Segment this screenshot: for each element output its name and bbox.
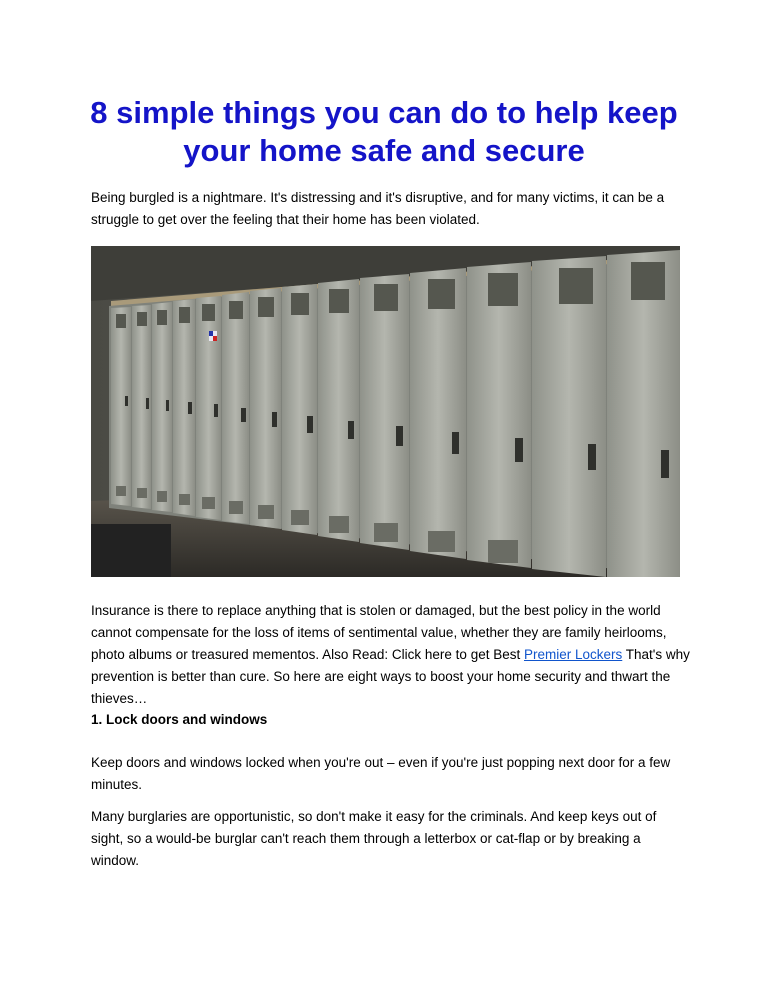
insurance-text-after: That's why prevention is better than cure. So here are eight ways to boost your home security and thwart the thieves… (91, 647, 690, 706)
intro-paragraph: Being burgled is a nightmare. It's distressing and it's disruptive, and for many victims, it can be a struggle to get over the feeling that their home has been violated. (91, 190, 665, 227)
section1-paragraph-2: Many burglaries are opportunistic, so don't make it easy for the criminals. And keep keys out of sight, so a would-be burglar can't reach them through a letterbox or cat-flap or by breaking a window. (91, 809, 657, 868)
premier-lockers-link[interactable]: Premier Lockers (523, 647, 623, 662)
lockers-photo (91, 246, 680, 577)
document-title: 8 simple things you can do to help keep your home safe and secure (90, 95, 678, 168)
insurance-text-before: Insurance is there to replace anything that is stolen or damaged, but the best policy in the world cannot compensate for the loss of items of sentimental value, whether they are family heirlooms, photo albums or treasured mementos. Also Read: Click here to get Best (91, 603, 667, 662)
insurance-paragraph (91, 600, 691, 710)
section1-paragraph-1: Keep doors and windows locked when you're out – even if you're just popping next door for a few minutes. (91, 755, 671, 792)
section-heading-lock-doors: 1. Lock doors and windows (91, 712, 268, 727)
